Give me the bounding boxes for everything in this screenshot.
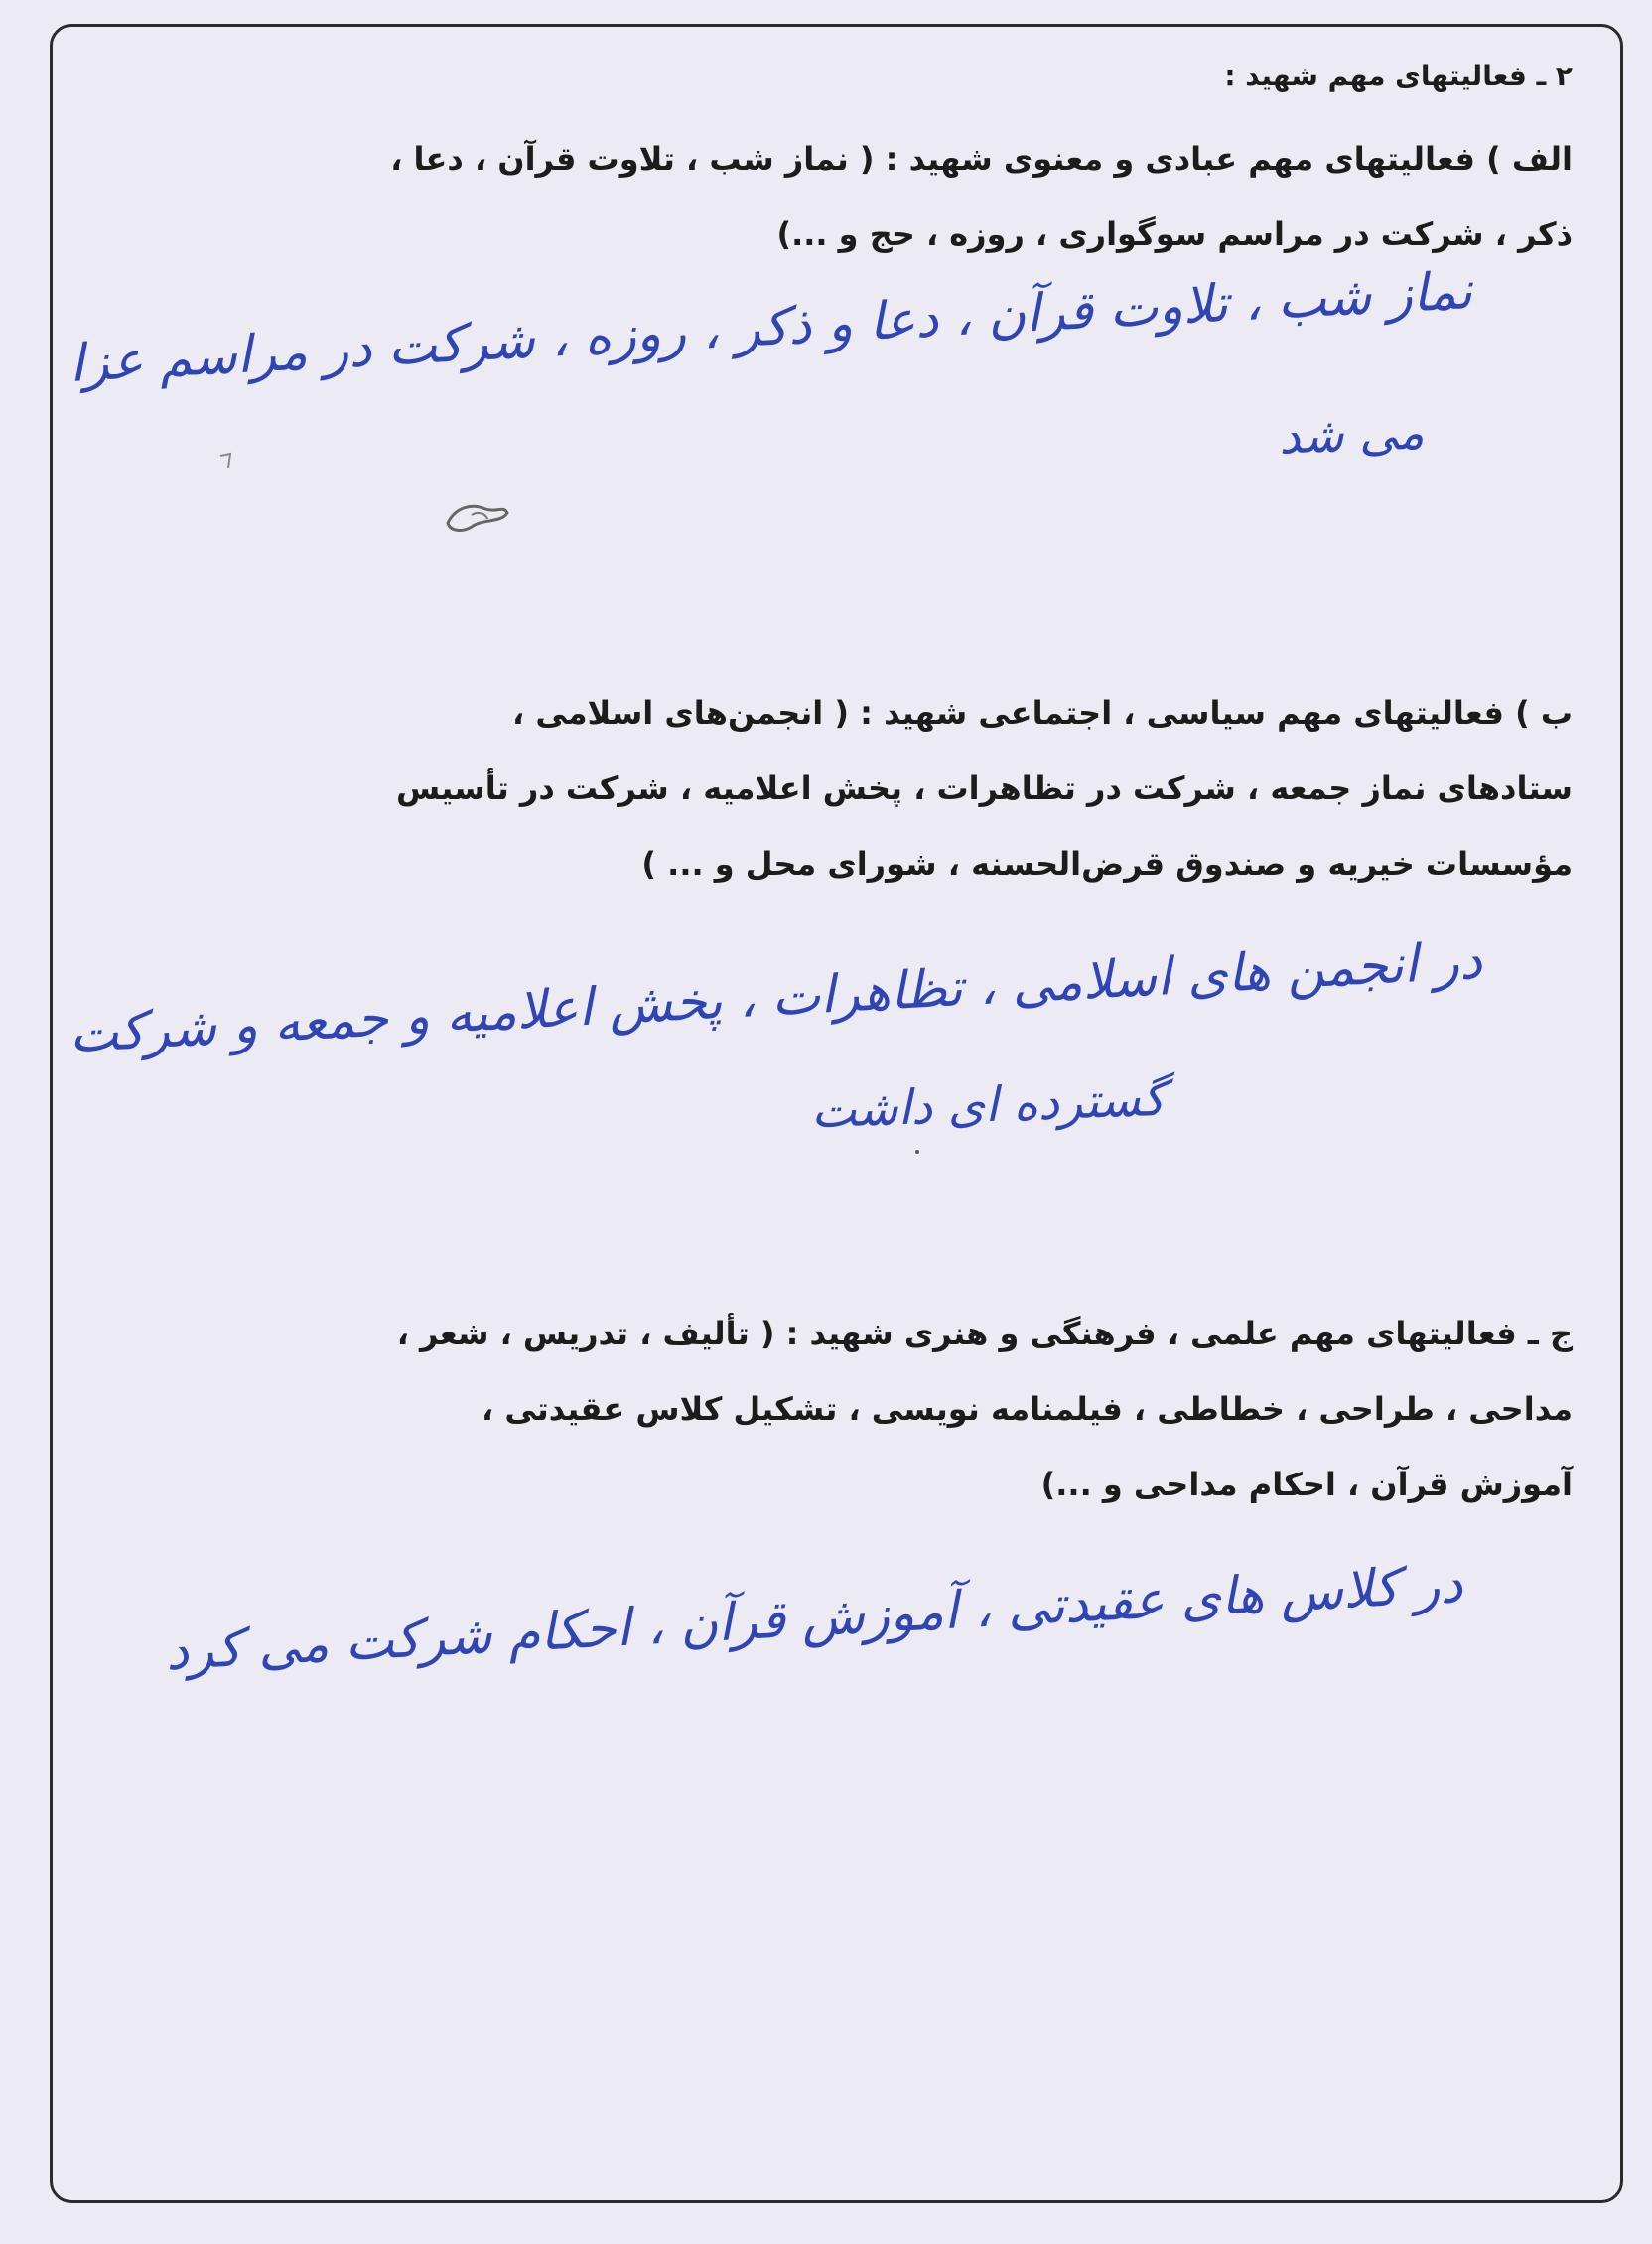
question-c-line-2: مداحی ، طراحی ، خطاطی ، فیلمنامه نویسی ، تشکیل کلاس عقیدتی ،: [482, 1390, 1573, 1428]
handwritten-answer-a-line-1: نماز شب ، تلاوت قرآن ، دعا و ذکر ، روزه ، شرکت در مراسم عزا: [68, 261, 1474, 394]
question-c: [83, 1296, 1573, 1522]
stray-dot: [915, 1150, 919, 1154]
question-b-line-1: ب ) فعالیتهای مهم سیاسی ، اجتماعی شهید : ( انجمن‌های اسلامی ،: [512, 694, 1573, 732]
question-b-line-2: ستادهای نماز جمعه ، شرکت در تظاهرات ، پخش اعلامیه ، شرکت در تأسیس: [395, 770, 1573, 807]
section-title: ۲ ـ فعالیتهای مهم شهید :: [1224, 60, 1573, 92]
question-b-line-3: مؤسسات خیریه و صندوق قرض‌الحسنه ، شورای محل و ... ): [641, 845, 1573, 883]
question-c-line-3: آموزش قرآن ، احکام مداحی و ...): [1040, 1466, 1573, 1503]
question-a-line-2: ذکر ، شرکت در مراسم سوگواری ، روزه ، حج و ...): [776, 215, 1573, 253]
handwritten-answer-b-line-2: گسترده ای داشت: [810, 1070, 1167, 1140]
pencil-tick-mark: [218, 452, 232, 470]
question-a-line-1: الف ) فعالیتهای مهم عبادی و معنوی شهید : ( نماز شب ، تلاوت قرآن ، دعا ،: [390, 140, 1573, 178]
question-b: [83, 675, 1573, 902]
question-c-line-1: ج ـ فعالیتهای مهم علمی ، فرهنگی و هنری شهید : ( تألیف ، تدریس ، شعر ،: [396, 1315, 1573, 1352]
handwritten-answer-a-line-2: می شد: [1277, 404, 1425, 466]
question-a: [83, 121, 1573, 272]
handwritten-answer-c-line-1: در کلاس های عقیدتی ، آموزش قرآن ، احکام شرکت می کرد: [164, 1554, 1464, 1683]
ink-smudge: [442, 493, 513, 535]
handwritten-answer-b-line-1: در انجمن های اسلامی ، تظاهرات ، پخش اعلامیه و جمعه و شرکت: [68, 930, 1484, 1065]
